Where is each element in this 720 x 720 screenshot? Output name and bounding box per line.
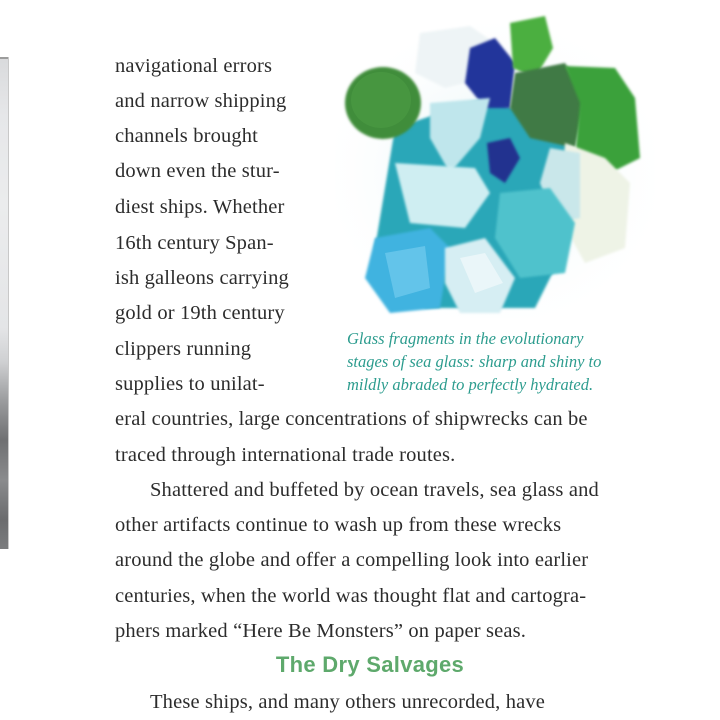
figure-caption-line: stages of sea glass: sharp and shiny to: [347, 352, 602, 371]
body-text-line: around the globe and offer a compelling look into earlier: [115, 549, 589, 571]
section-heading: The Dry Salvages: [275, 652, 465, 677]
paragraph-first-line: Shattered and buffeted by ocean travels, sea glass and: [150, 479, 599, 501]
paragraph-first-line: These ships, and many others unrecorded, have: [150, 691, 545, 713]
body-text-line: 16th century Span-: [115, 232, 274, 254]
body-text-line: other artifacts continue to wash up from these wrecks: [115, 514, 562, 536]
body-text-line: down even the stur-: [115, 160, 280, 182]
body-text-line: channels brought: [115, 125, 259, 147]
body-text-line: ish galleons carrying: [115, 267, 289, 289]
adjacent-page-photo-edge: [0, 57, 9, 549]
body-text-line: clippers running: [115, 338, 252, 360]
body-text-line: centuries, when the world was thought flat and cartogra-: [115, 585, 587, 607]
body-text-line: gold or 19th century: [115, 302, 285, 324]
sea-glass-illustration: [335, 8, 655, 318]
body-text-line: supplies to unilat-: [115, 373, 265, 395]
figure-caption-line: mildly abraded to perfectly hydrated.: [347, 375, 594, 394]
body-text-line: phers marked “Here Be Monsters” on paper seas.: [115, 620, 527, 642]
sea-glass-photo: [335, 8, 655, 318]
body-text-line: navigational errors: [115, 55, 273, 77]
body-text-line: traced through international trade routes.: [115, 444, 456, 466]
body-text-line: and narrow shipping: [115, 90, 287, 112]
body-text-line: diest ships. Whether: [115, 196, 285, 218]
body-text-line: eral countries, large concentrations of shipwrecks can be: [115, 408, 588, 430]
figure-caption-line: Glass fragments in the evolutionary: [347, 329, 584, 348]
